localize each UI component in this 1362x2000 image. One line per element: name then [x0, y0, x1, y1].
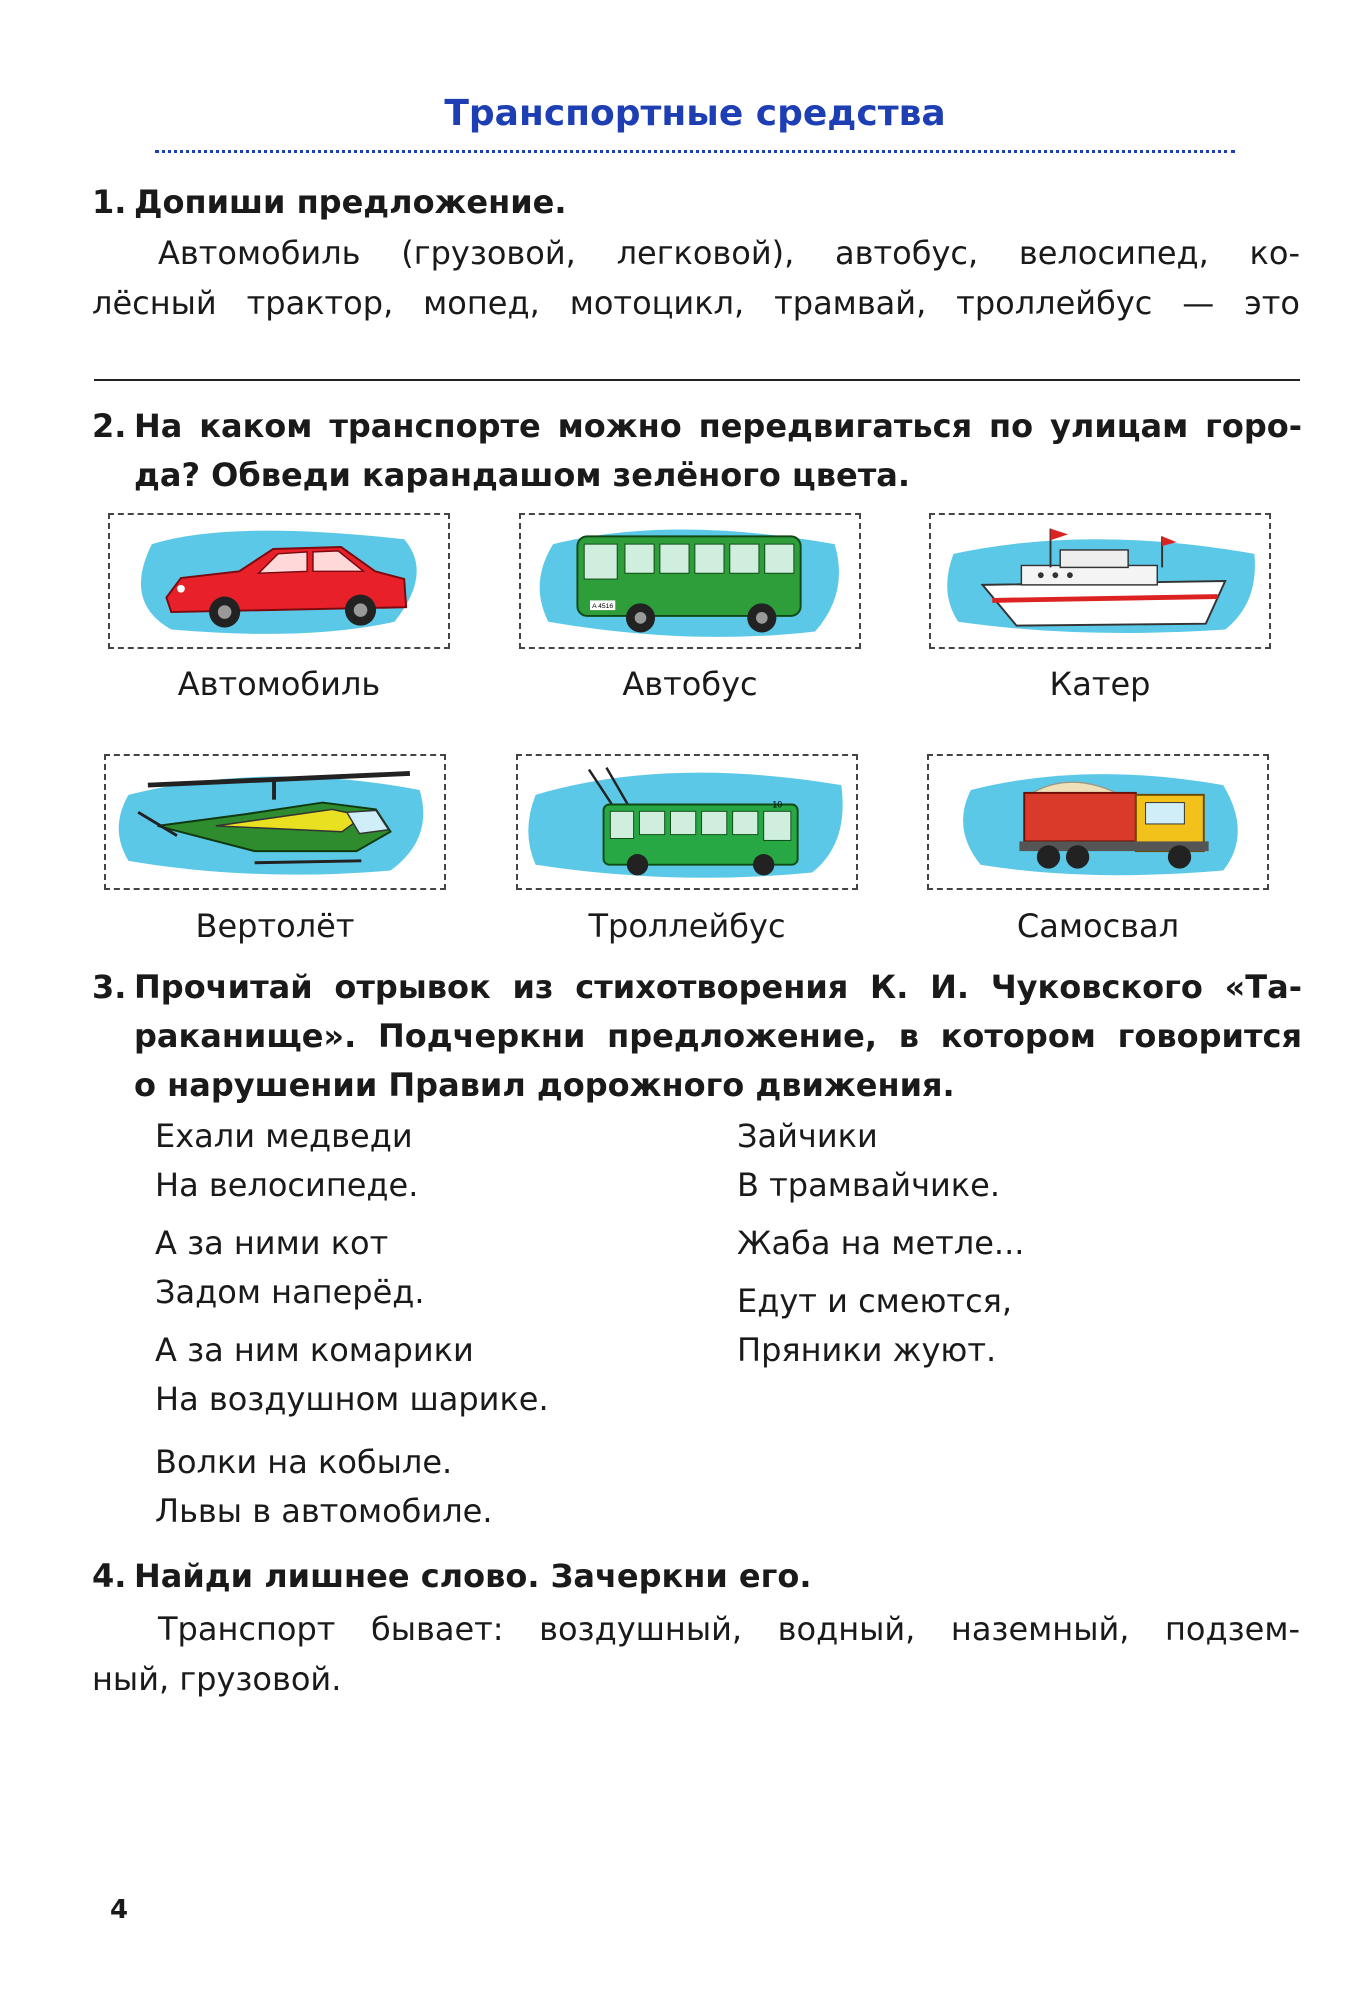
- poem-line: На воздушном шарике.: [155, 1380, 549, 1418]
- caption-dump-truck: Самосвал: [1016, 907, 1180, 945]
- poem-line: Пряники жуют.: [737, 1331, 997, 1369]
- dump-truck-icon: [929, 756, 1267, 888]
- task4-line2[interactable]: ный, грузовой.: [92, 1660, 342, 1698]
- poem-line: Волки на кобыле.: [155, 1443, 453, 1481]
- bus-icon: [521, 515, 859, 647]
- poem-line: А за ним комарики: [155, 1331, 474, 1369]
- poem-stanza-6[interactable]: [737, 1219, 1024, 1268]
- task3-number: 3.: [92, 968, 127, 1006]
- task2-heading: [92, 402, 1302, 500]
- task3-heading: [92, 963, 1302, 1110]
- trolleybus-icon: [518, 756, 856, 888]
- page-number: 4: [110, 1895, 129, 1925]
- poem-line: Ехали медведи: [155, 1117, 413, 1155]
- trolleybus-route: 10: [772, 799, 783, 810]
- task3-heading-line2: раканище». Подчеркни предложение, в котором говорится: [134, 1017, 1302, 1055]
- task4-heading-text: Найди лишнее слово. Зачеркни его.: [134, 1557, 812, 1595]
- helicopter-icon: [106, 756, 444, 888]
- poem-line: Жаба на метле...: [737, 1224, 1025, 1262]
- poem-stanza-7[interactable]: [737, 1277, 1012, 1375]
- page-title: Транспортные средства: [444, 93, 946, 134]
- task1-line2: лёсный трактор, мопед, мотоцикл, трамвай, троллейбус — это: [92, 284, 1300, 322]
- caption-boat: Катер: [1049, 665, 1151, 703]
- task2-heading-line2: да? Обведи карандашом зелёного цвета.: [134, 456, 911, 494]
- task4-heading: [92, 1552, 1302, 1601]
- poem-line: На велосипеде.: [155, 1166, 419, 1204]
- poem-stanza-2[interactable]: [155, 1219, 425, 1317]
- task1-heading: [92, 178, 1302, 227]
- picture-trolleybus[interactable]: [516, 754, 858, 890]
- task1-heading-text: Допиши предложение.: [134, 183, 567, 221]
- task1-line1: Автомобиль (грузовой, легковой), автобус, велосипед, ко-: [158, 234, 1300, 272]
- poem-line: Задом наперёд.: [155, 1273, 425, 1311]
- picture-helicopter[interactable]: [104, 754, 446, 890]
- poem-stanza-4[interactable]: [155, 1438, 493, 1536]
- task2-number: 2.: [92, 407, 127, 445]
- caption-car: Автомобиль: [177, 665, 381, 703]
- title-divider: [155, 150, 1235, 153]
- poem-stanza-1[interactable]: [155, 1112, 418, 1210]
- poem-line: Едут и смеются,: [737, 1282, 1013, 1320]
- poem-stanza-3[interactable]: [155, 1326, 549, 1424]
- picture-dump-truck[interactable]: [927, 754, 1269, 890]
- task4-number: 4.: [92, 1557, 127, 1595]
- task1-answer-line[interactable]: [94, 379, 1300, 381]
- caption-helicopter: Вертолёт: [195, 907, 355, 945]
- task1-number: 1.: [92, 183, 127, 221]
- bus-plate: A 4516: [592, 603, 614, 611]
- task4-line1[interactable]: Транспорт бывает: воздушный, водный, наземный, подзем-: [158, 1610, 1300, 1648]
- caption-trolleybus: Троллейбус: [588, 907, 786, 945]
- task2-heading-line1: На каком транспорте можно передвигаться по улицам горо-: [134, 407, 1302, 445]
- boat-icon: [931, 515, 1269, 647]
- task3-heading-line1: Прочитай отрывок из стихотворения К. И. Чуковского «Та-: [134, 968, 1302, 1006]
- picture-bus[interactable]: [519, 513, 861, 649]
- poem-line: Львы в автомобиле.: [155, 1492, 493, 1530]
- task3-heading-line3: о нарушении Правил дорожного движения.: [134, 1066, 955, 1104]
- picture-car[interactable]: [108, 513, 450, 649]
- picture-boat[interactable]: [929, 513, 1271, 649]
- car-icon: [110, 515, 448, 647]
- poem-line: Зайчики: [737, 1117, 878, 1155]
- caption-bus: Автобус: [622, 665, 758, 703]
- poem-line: А за ними кот: [155, 1224, 389, 1262]
- poem-line: В трамвайчике.: [737, 1166, 1000, 1204]
- poem-stanza-5[interactable]: [737, 1112, 1000, 1210]
